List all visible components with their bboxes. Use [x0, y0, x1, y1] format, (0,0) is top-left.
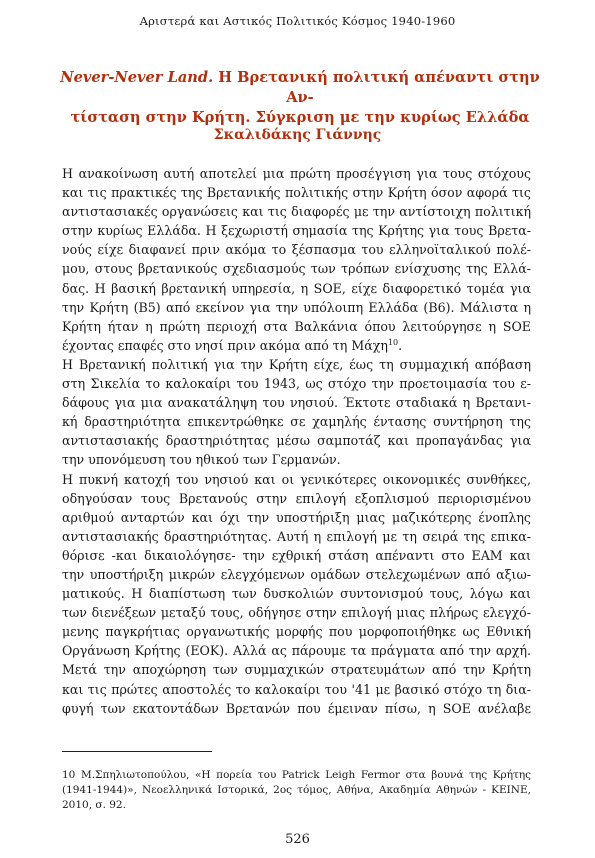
body-line: κή δραστηριότητα επικεντρώθηκε σε χαμηλής έντασης συντήρηση της [62, 414, 531, 430]
body-line: οδηγούσαν τους Βρετανούς στην επιλογή εξοπλισμού περιορισμένου [62, 490, 531, 506]
page-number: 526 [285, 832, 310, 847]
title-line-2: τίσταση στην Κρήτη. Σύγκριση με την κυρίως Ελλάδα [70, 109, 530, 126]
body-line: στη Σικελία το καλοκαίρι του 1943, ως στόχο την προετοιμασία του ε- [62, 376, 531, 392]
title-line-1-rest: Η Βρετανική πολιτική απέναντι στην Αν- [213, 69, 540, 106]
body-line: Κρήτη ήταν η πρώτη περιοχή στα Βαλκάνια όπου λειτούργησε η SOE [62, 318, 531, 334]
footnote-line: (1941-1944)», Νεοελληνικά Ιστορικά, 2ος τόμος, Αθήνα, Ακαδημία Αθηνών - ΚΕΙΝΕ, [62, 784, 531, 796]
body-line: Η ανακοίνωση αυτή αποτελεί μια πρώτη προσέγγιση για τους στόχους [62, 166, 531, 181]
footnote-separator [62, 751, 212, 752]
body-line: και τις πρώτες αποστολές το καλοκαίρι του '41 με βασικό στόχο τη δια- [62, 681, 531, 697]
footnote-line: 10 Μ.Σπηλιωτοπούλου, «Η πορεία του Patrick Leigh Fermor στα βουνά της Κρήτης [62, 769, 531, 781]
title-italic: Never-Never Land. [60, 69, 214, 86]
body-line: θόρισε -και δικαιολόγησε- την εχθρική στάση απέναντι στο ΕΑΜ και [62, 547, 531, 563]
footnote-line: 2010, σ. 92. [62, 799, 126, 811]
body-line: στην κυρίως Ελλάδα. Η ξεχωριστή σημασία της Κρήτης για τους Βρετα- [62, 223, 531, 239]
body-line: Η Βρετανική πολιτική για την Κρήτη είχε, έως τη συμμαχική απόβαση [62, 356, 531, 372]
body-line: Οργάνωση Κρήτης (ΕΟΚ). Αλλά ας πάρουμε τα πράγματα από την αρχή. [62, 643, 531, 659]
running-head: Αριστερά και Αστικός Πολιτικός Κόσμος 1940-1960 [139, 14, 456, 28]
body-line: μενης παγκρήτιας οργανωτικής μορφής που μορφοποιήθηκε ως Εθνική [62, 624, 531, 640]
body-line: αντιστασιακής δραστηριότητας. Αυτή η επιλογή με τη σειρά της επικα- [62, 528, 531, 544]
title-line-1 [60, 68, 540, 108]
body-line: Μετά την αποχώρηση των συμμαχικών στρατευμάτων από την Κρήτη [62, 662, 531, 678]
body-line: ματικούς. Η διαπίστωση των δυσκολιών συντονισμού τους, λόγω και [62, 586, 531, 602]
body-line: δας. Η βασική βρετανική υπηρεσία, η SOE, είχε διαφορετικό τομέα για [62, 280, 531, 296]
body-line: την υπονόμευση του ηθικού των Γερμανών. [62, 452, 341, 468]
body-line: δάφους για μια ανακατάληψη του νησιού. Έκτοτε σταδιακά η Βρετανι- [62, 395, 531, 411]
body-line: νούς είχε διαφανεί πριν ακόμα το ξέσπασμα του ελληνοϊταλικού πολέ- [62, 242, 531, 258]
author-name: Σκαλιδάκης Γιάννης [213, 127, 382, 143]
body-line: Η πυκνή κατοχή του νησιού και οι γενικότερες οικονομικές συνθήκες, [62, 471, 531, 487]
body-line: των διενέξεων μεταξύ τους, οδήγησε στην επιλογή μιας πλήρως ελεγχό- [62, 605, 531, 621]
body-line: μου, στους βρετανικούς σχεδιασμούς των τρόπων ενίσχυσης της Ελλά- [62, 261, 531, 277]
body-line: αντιστασιακές οργανώσεις και τις διαφορές με την αντίστοιχη πολιτική [62, 204, 531, 220]
footnote-reference[interactable]: 10 [387, 337, 399, 347]
body-line: αριθμού ανταρτών και όχι την υποστήριξη μιας μαζικότερης ένοπλης [62, 509, 531, 525]
body-line: την υποστήριξη μικρών ελεγχόμενων ομάδων στελεχωμένων από αξιω- [62, 566, 531, 582]
body-line-text: έχοντας επαφές στο νησί πριν ακόμα από τη Μάχη [62, 337, 388, 353]
body-text [62, 164, 531, 718]
body-line: αντιστασιακής δραστηριότητας μέσω σαμποτάζ και προπαγάνδας για [62, 433, 531, 449]
body-line: έχοντας επαφές στο νησί πριν ακόμα από τη Μάχη$^{10}$. [62, 337, 403, 353]
body-line: και τις πρακτικές της Βρετανικής πολιτικής στην Κρήτη όσον αφορά τις [62, 185, 531, 201]
body-line: φυγή των εκατοντάδων Βρετανών που έμειναν πίσω, η SOE ανέλαβε [62, 700, 531, 716]
article-title [60, 68, 540, 128]
footnote [62, 768, 531, 813]
body-line: την Κρήτη (B5) από εκείνον για την υπόλοιπη Ελλάδα (B6). Μάλιστα η [62, 299, 531, 315]
